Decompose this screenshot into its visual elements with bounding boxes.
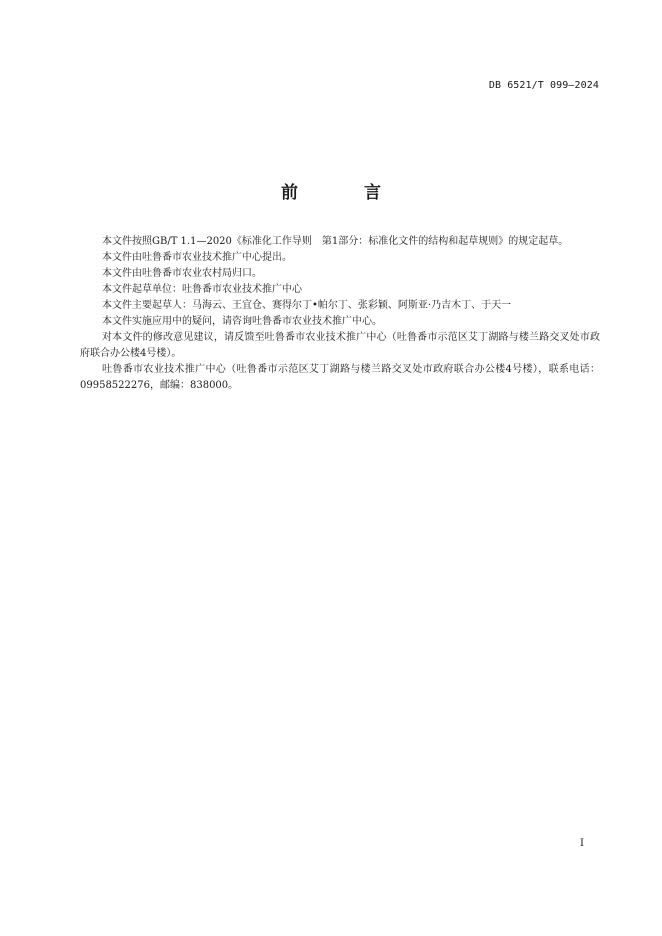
paragraph-proposer: 本文件由吐鲁番市农业技术推广中心提出。 [102,252,292,263]
foreword-body [80,234,600,394]
paragraph-contact: 吐鲁番市农业技术推广中心（吐鲁番市示范区艾丁湖路与楼兰路交叉处市政府联合办公楼4号楼），联系电话：09958522276，邮编：838000。 [80,364,600,391]
paragraph-drafting-unit: 本文件起草单位：吐鲁番市农业技术推广中心 [102,284,302,295]
section-title: 前 言 [281,183,411,203]
paragraph-drafters: 本文件主要起草人：马海云、王宜仓、赛得尔丁•帕尔丁、张彩颖、阿斯亚·乃吉木丁、于天一 [102,300,512,311]
paragraph-administrator: 本文件由吐鲁番市农业农村局归口。 [102,268,262,279]
paragraph-drafting-basis: 本文件按照GB/T 1.1—2020《标准化工作导则 第1部分：标准化文件的结构和起草规则》的规定起草。 [102,236,569,247]
paragraph-inquiries: 本文件实施应用中的疑问，请咨询吐鲁番市农业技术推广中心。 [102,316,382,327]
paragraph-feedback: 对本文件的修改意见建议，请反馈至吐鲁番市农业技术推广中心（吐鲁番市示范区艾丁湖路与楼兰路交叉处市政府联合办公楼4号楼）。 [80,332,600,359]
document-code: DB 6521/T 099—2024 [488,80,599,91]
page-number: I [580,838,584,849]
